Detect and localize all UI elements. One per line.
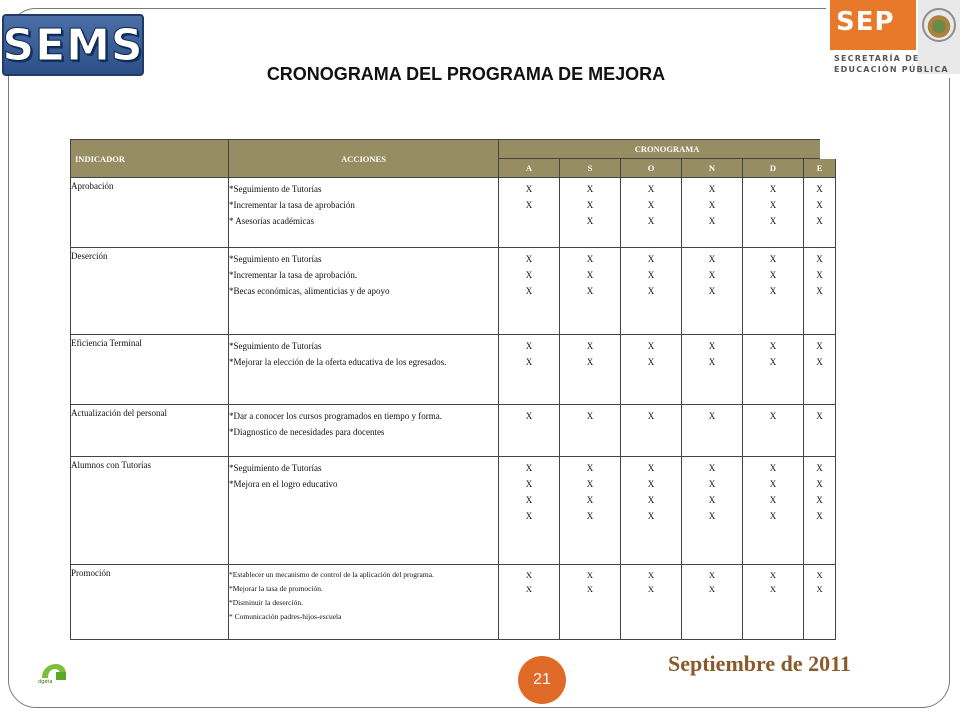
schedule-mark: X: [525, 200, 533, 210]
schedule-mark: X: [769, 200, 777, 210]
schedule-mark: X: [586, 463, 594, 473]
table-row: [71, 248, 836, 335]
schedule-cell: [804, 178, 836, 248]
schedule-mark: X: [816, 254, 823, 264]
schedule-mark: X: [769, 411, 777, 421]
sep-logo-subtitle-line-2: EDUCACIÓN PÚBLICA: [834, 65, 949, 74]
schedule-cell: [560, 335, 621, 405]
schedule-mark: X: [525, 511, 533, 521]
schedule-cell: [499, 457, 560, 565]
schedule-mark: X: [647, 511, 655, 521]
accion-item: *Disminuir la deserción.: [229, 598, 303, 607]
schedule-cell: [682, 405, 743, 457]
table-row: [71, 565, 836, 640]
schedule-mark: X: [816, 511, 823, 521]
page-title: [0, 64, 960, 85]
schedule-mark: X: [647, 479, 655, 489]
schedule-mark: X: [816, 216, 823, 226]
schedule-cell: [560, 405, 621, 457]
schedule-cell: [560, 565, 621, 640]
schedule-mark: X: [586, 216, 594, 226]
schedule-mark: X: [769, 357, 777, 367]
header-cronograma: CRONOGRAMA: [499, 140, 836, 159]
schedule-cell: [621, 457, 682, 565]
schedule-mark: X: [586, 411, 594, 421]
schedule-mark: X: [816, 584, 823, 594]
schedule-mark: X: [525, 286, 533, 296]
schedule-mark: X: [769, 184, 777, 194]
schedule-cell: [743, 335, 804, 405]
schedule-mark: X: [647, 200, 655, 210]
accion-item: *Diagnostico de necesidades para docentes: [229, 427, 385, 437]
schedule-cell: [499, 248, 560, 335]
schedule-cell: [621, 248, 682, 335]
acciones-cell: [229, 248, 499, 335]
schedule-mark: X: [525, 270, 533, 280]
schedule-mark: X: [708, 216, 716, 226]
schedule-mark: X: [816, 200, 823, 210]
schedule-mark: X: [708, 270, 716, 280]
schedule-cell: [499, 335, 560, 405]
schedule-mark: X: [586, 200, 594, 210]
schedule-mark: X: [816, 286, 823, 296]
schedule-mark: X: [586, 479, 594, 489]
schedule-mark: X: [708, 286, 716, 296]
accion-item: *Dar a conocer los cursos programados en tiempo y forma.: [229, 411, 442, 421]
accion-item: * Asesorías académicas: [229, 216, 314, 226]
sems-logo-text: SEMS: [2, 19, 144, 71]
header-month: S: [560, 159, 621, 178]
schedule-mark: X: [708, 254, 716, 264]
schedule-mark: X: [525, 411, 533, 421]
indicador-cell: Alumnos con Tutorías: [71, 457, 229, 565]
schedule-cell: [804, 405, 836, 457]
indicador-cell: Aprobación: [71, 178, 229, 248]
header-month: O: [621, 159, 682, 178]
schedule-mark: X: [708, 200, 716, 210]
schedule-mark: X: [647, 254, 655, 264]
schedule-mark: X: [769, 495, 777, 505]
acciones-cell: [229, 457, 499, 565]
accion-item: *Incrementar la tasa de aprobación.: [229, 270, 358, 280]
schedule-mark: X: [525, 357, 533, 367]
table-row: [71, 335, 836, 405]
schedule-mark: X: [769, 511, 777, 521]
schedule-cell: [682, 178, 743, 248]
schedule-mark: X: [708, 570, 716, 580]
schedule-mark: X: [647, 411, 655, 421]
header-month: A: [499, 159, 560, 178]
header-month: D: [743, 159, 804, 178]
schedule-mark: X: [816, 495, 823, 505]
indicador-cell: Actualización del personal: [71, 405, 229, 457]
schedule-mark: X: [708, 184, 716, 194]
schedule-cell: [804, 457, 836, 565]
accion-item: *Seguimiento de Tutorías: [229, 184, 322, 194]
schedule-cell: [560, 248, 621, 335]
header-month: N: [682, 159, 743, 178]
schedule-mark: X: [586, 270, 594, 280]
indicador-cell: Deserción: [71, 248, 229, 335]
page-title-text: CRONOGRAMA DEL PROGRAMA DE MEJORA: [266, 64, 666, 84]
schedule-mark: X: [708, 463, 716, 473]
schedule-cell: [743, 457, 804, 565]
schedule-mark: X: [525, 184, 533, 194]
schedule-mark: X: [769, 479, 777, 489]
dgeta-logo-text: dgeta: [38, 679, 53, 684]
schedule-mark: X: [816, 184, 823, 194]
header-corner-gap: [820, 138, 836, 159]
accion-item: *Establecer un mecanismo de control de la aplicación del programa.: [229, 570, 434, 579]
indicador-cell: Promoción: [71, 565, 229, 640]
footer-date: Septiembre de 2011: [668, 651, 851, 676]
schedule-cell: [682, 457, 743, 565]
table-row: [71, 178, 836, 248]
schedule-cell: [682, 565, 743, 640]
schedule-mark: X: [816, 341, 823, 351]
schedule-cell: [682, 248, 743, 335]
acciones-cell: [229, 178, 499, 248]
schedule-mark: X: [708, 341, 716, 351]
schedule-mark: X: [525, 495, 533, 505]
schedule-mark: X: [586, 184, 594, 194]
cronograma-table: [70, 139, 836, 640]
schedule-cell: [560, 178, 621, 248]
table-body: [71, 178, 836, 640]
schedule-mark: X: [708, 357, 716, 367]
schedule-mark: X: [769, 216, 777, 226]
schedule-mark: X: [647, 463, 655, 473]
schedule-mark: X: [769, 463, 777, 473]
schedule-mark: X: [708, 495, 716, 505]
schedule-cell: [499, 178, 560, 248]
schedule-mark: X: [586, 341, 594, 351]
schedule-mark: X: [525, 570, 533, 580]
schedule-cell: [743, 565, 804, 640]
schedule-mark: X: [586, 584, 594, 594]
schedule-mark: X: [525, 254, 533, 264]
schedule-mark: X: [816, 479, 823, 489]
accion-item: *Seguimiento de Tutorías: [229, 463, 322, 473]
schedule-mark: X: [769, 341, 777, 351]
accion-item: * Comunicación padres-hijos-escuela: [229, 612, 342, 621]
sep-logo-text: SEP: [836, 7, 895, 37]
accion-item: *Incrementar la tasa de aprobación: [229, 200, 355, 210]
schedule-mark: X: [647, 357, 655, 367]
schedule-mark: X: [769, 286, 777, 296]
accion-item: *Mejorar la tasa de promoción.: [229, 584, 323, 593]
table-row: [71, 457, 836, 565]
schedule-mark: X: [647, 216, 655, 226]
acciones-cell: [229, 335, 499, 405]
dgeta-logo: [36, 660, 70, 684]
schedule-mark: X: [647, 570, 655, 580]
indicador-cell: Eficiencia Terminal: [71, 335, 229, 405]
schedule-mark: X: [647, 184, 655, 194]
schedule-mark: X: [586, 286, 594, 296]
schedule-mark: X: [586, 357, 594, 367]
sep-logo-badge: [830, 0, 916, 50]
schedule-mark: X: [525, 463, 533, 473]
schedule-cell: [804, 565, 836, 640]
header-month: E: [804, 159, 836, 178]
schedule-cell: [743, 178, 804, 248]
schedule-mark: X: [586, 511, 594, 521]
schedule-cell: [621, 178, 682, 248]
schedule-mark: X: [586, 495, 594, 505]
page-number-badge: [518, 656, 566, 704]
schedule-cell: [743, 248, 804, 335]
schedule-mark: X: [647, 341, 655, 351]
schedule-mark: X: [816, 570, 823, 580]
schedule-cell: [499, 565, 560, 640]
schedule-cell: [682, 335, 743, 405]
schedule-mark: X: [708, 479, 716, 489]
schedule-cell: [499, 405, 560, 457]
schedule-mark: X: [586, 254, 594, 264]
sep-logo-subtitle-line-1: SECRETARÍA DE: [834, 54, 920, 63]
schedule-mark: X: [586, 570, 594, 580]
schedule-cell: [743, 405, 804, 457]
page-number: 21: [533, 671, 551, 688]
schedule-mark: X: [769, 570, 777, 580]
schedule-mark: X: [816, 270, 823, 280]
accion-item: *Becas económicas, alimenticias y de apoyo: [229, 286, 390, 296]
schedule-cell: [804, 248, 836, 335]
schedule-mark: X: [708, 411, 716, 421]
header-acciones: ACCIONES: [229, 140, 499, 178]
schedule-cell: [621, 565, 682, 640]
accion-item: *Mejorar la elección de la oferta educativa de los egresados.: [229, 357, 447, 367]
schedule-mark: X: [647, 286, 655, 296]
schedule-cell: [621, 335, 682, 405]
header-indicador: INDICADOR: [71, 140, 229, 178]
schedule-mark: X: [708, 511, 716, 521]
accion-item: *Seguimiento de Tutorías: [229, 341, 322, 351]
schedule-mark: X: [647, 584, 655, 594]
schedule-mark: X: [816, 463, 823, 473]
schedule-mark: X: [816, 411, 823, 421]
schedule-cell: [621, 405, 682, 457]
accion-item: *Seguimiento en Tutorías: [229, 254, 322, 264]
schedule-mark: X: [708, 584, 716, 594]
schedule-cell: [560, 457, 621, 565]
schedule-mark: X: [816, 357, 823, 367]
acciones-cell: [229, 565, 499, 640]
schedule-mark: X: [769, 270, 777, 280]
acciones-cell: [229, 405, 499, 457]
schedule-mark: X: [647, 270, 655, 280]
table-row: [71, 405, 836, 457]
schedule-mark: X: [769, 254, 777, 264]
schedule-mark: X: [525, 341, 533, 351]
schedule-mark: X: [769, 584, 777, 594]
schedule-mark: X: [647, 495, 655, 505]
accion-item: *Mejora en el logro educativo: [229, 479, 338, 489]
schedule-mark: X: [525, 479, 533, 489]
schedule-cell: [804, 335, 836, 405]
schedule-mark: X: [525, 584, 533, 594]
